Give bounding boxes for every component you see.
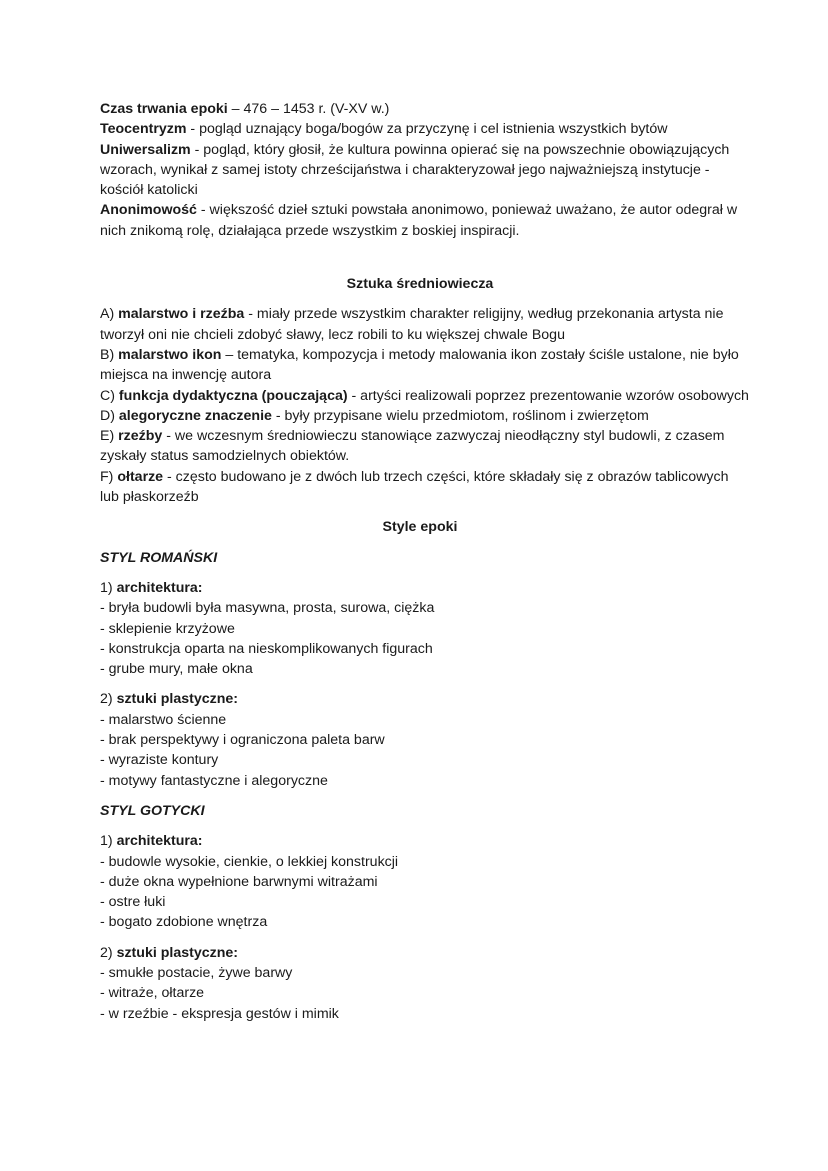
romanski-arch-label: architektura: bbox=[116, 579, 203, 596]
list-item: - grube mury, małe okna bbox=[100, 661, 253, 678]
teocentryzm-line bbox=[100, 119, 740, 139]
uniwersalizm-value-1: - pogląd, który głosił, że kultura powinna opierać się na powszechnie obowiązujących bbox=[190, 141, 730, 158]
teocentryzm-value: - pogląd uznający boga/bogów za przyczynę i cel istnienia wszystkich bytów bbox=[186, 121, 668, 138]
document-content bbox=[100, 99, 749, 1024]
art-item-continuation: tworzył oni nie chcieli zdobyć sławy, lecz robili to ku większej chwale Bogu bbox=[100, 326, 565, 343]
list-item: - smukłe postacie, żywe barwy bbox=[100, 964, 293, 981]
art-item-term: rzeźby bbox=[118, 428, 163, 445]
art-item-text: – tematyka, kompozycja i metody malowania ikon zostały ściśle ustalone, nie było bbox=[221, 346, 739, 363]
art-item bbox=[100, 467, 740, 487]
art-list bbox=[100, 304, 749, 507]
uniwersalizm-line-1 bbox=[100, 140, 740, 160]
gotycki-arch-number: 1) bbox=[100, 833, 117, 850]
art-item-continuation: zyskały status samodzielnych obiektów. bbox=[100, 448, 350, 465]
romanski-title: STYL ROMAŃSKI bbox=[100, 549, 218, 566]
romanski-plast-heading bbox=[100, 689, 740, 709]
art-item-prefix: B) bbox=[100, 346, 119, 363]
list-item: - witraże, ołtarze bbox=[100, 985, 205, 1002]
art-heading: Sztuka średniowiecza bbox=[346, 276, 494, 293]
art-item-text: - we wczesnym średniowieczu stanowiące zazwyczaj nieodłączny styl budowli, z czasem bbox=[162, 428, 725, 445]
art-item-term: malarstwo i rzeźba bbox=[118, 306, 245, 323]
era-label: Czas trwania epoki bbox=[100, 101, 228, 117]
gotycki-arch-label: architektura: bbox=[116, 833, 203, 850]
gotycki-title: STYL GOTYCKI bbox=[100, 802, 205, 819]
uniwersalizm-line-2: wzorach, wynikał z samej istoty chrześcijaństwa i charakteryzował jego najważniejszą instytucje - bbox=[100, 161, 710, 178]
art-item-term: ołtarze bbox=[117, 468, 164, 485]
list-item: - duże okna wypełnione barwnymi witrażami bbox=[100, 873, 378, 890]
romanski-arch-number: 1) bbox=[100, 579, 117, 596]
list-item: - wyraziste kontury bbox=[100, 752, 219, 769]
anonimowosc-label: Anonimowość bbox=[100, 202, 197, 219]
art-item bbox=[100, 304, 740, 324]
art-item bbox=[100, 406, 740, 426]
art-item-prefix: A) bbox=[100, 306, 119, 323]
list-item: - brak perspektywy i ograniczona paleta barw bbox=[100, 732, 385, 749]
list-item: - motywy fantastyczne i alegoryczne bbox=[100, 772, 328, 789]
art-item bbox=[100, 426, 740, 446]
anonimowosc-line-2: nich znikomą rolę, działająca przede wszystkim z boskiej inspiracji. bbox=[100, 222, 520, 239]
art-item bbox=[100, 345, 740, 365]
list-item: - bryła budowli była masywna, prosta, surowa, ciężka bbox=[100, 600, 435, 617]
era-value: – 476 – 1453 r. (V-XV w.) bbox=[227, 101, 390, 117]
romanski-arch-heading bbox=[100, 578, 740, 598]
era-line bbox=[100, 99, 740, 119]
list-item: - w rzeźbie - ekspresja gestów i mimik bbox=[100, 1005, 339, 1022]
gotycki-plast-list bbox=[100, 963, 740, 1024]
list-item: - budowle wysokie, cienkie, o lekkiej konstrukcji bbox=[100, 853, 399, 870]
art-item-text: - miały przede wszystkim charakter religijny, według przekonania artysta nie bbox=[244, 306, 724, 323]
list-item: - ostre łuki bbox=[100, 894, 166, 911]
gotycki-plast-label: sztuki plastyczne: bbox=[116, 944, 238, 961]
teocentryzm-label: Teocentryzm bbox=[100, 121, 187, 138]
art-item-prefix: F) bbox=[100, 468, 118, 485]
gotycki-plast-number: 2) bbox=[100, 944, 117, 961]
list-item: - malarstwo ścienne bbox=[100, 711, 227, 728]
art-item-text: - były przypisane wielu przedmiotom, roślinom i zwierzętom bbox=[271, 407, 649, 424]
art-item-term: malarstwo ikon bbox=[118, 346, 222, 363]
uniwersalizm-line-3: kościół katolicki bbox=[100, 182, 198, 199]
art-item-continuation: miejsca na inwencję autora bbox=[100, 367, 272, 384]
gotycki-arch-heading bbox=[100, 831, 740, 851]
art-item-prefix: C) bbox=[100, 387, 119, 404]
art-item-continuation: lub płaskorzeźb bbox=[100, 489, 199, 506]
art-item-text: - często budowano je z dwóch lub trzech części, które składały się z obrazów tablicowych bbox=[163, 468, 729, 485]
gotycki-plast-heading bbox=[100, 943, 740, 963]
styles-heading: Style epoki bbox=[382, 519, 458, 536]
art-item-term: alegoryczne znaczenie bbox=[118, 407, 272, 424]
art-item bbox=[100, 386, 749, 406]
art-item-term: funkcja dydaktyczna (pouczająca) bbox=[118, 387, 348, 404]
romanski-plast-number: 2) bbox=[100, 691, 117, 708]
romanski-plast-list bbox=[100, 710, 740, 791]
art-item-prefix: D) bbox=[100, 407, 119, 424]
list-item: - sklepienie krzyżowe bbox=[100, 620, 235, 637]
list-item: - bogato zdobione wnętrza bbox=[100, 914, 268, 931]
gotycki-arch-list bbox=[100, 852, 740, 933]
anonimowosc-value-1: - większość dzieł sztuki powstała anonimowo, ponieważ uważano, że autor odegrał w bbox=[196, 202, 738, 219]
romanski-plast-label: sztuki plastyczne: bbox=[116, 691, 238, 708]
uniwersalizm-label: Uniwersalizm bbox=[100, 141, 191, 158]
art-item-prefix: E) bbox=[100, 428, 119, 445]
list-item: - konstrukcja oparta na nieskomplikowanych figurach bbox=[100, 640, 433, 657]
anonimowosc-line-1 bbox=[100, 200, 740, 220]
romanski-arch-list bbox=[100, 598, 740, 679]
art-item-text: - artyści realizowali poprzez prezentowanie wzorów osobowych bbox=[347, 387, 749, 404]
